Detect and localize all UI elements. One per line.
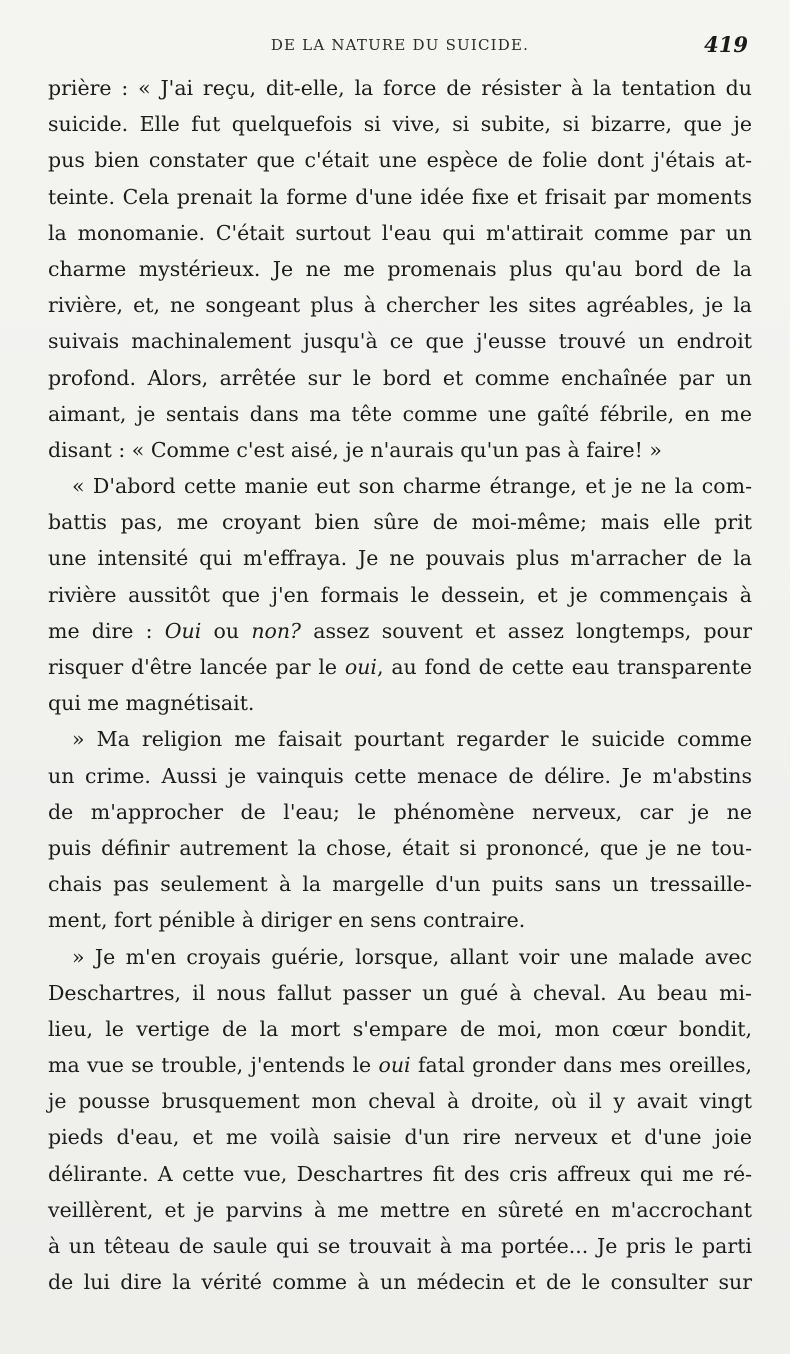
italic-text: non? bbox=[251, 618, 302, 643]
text-segment: une intensité qui m'effraya. Je ne pouvais plus m'arracher de la bbox=[48, 546, 752, 571]
text-segment: teinte. Cela prenait la forme d'une idée fixe et frisait par moments bbox=[48, 184, 752, 209]
text-line bbox=[48, 215, 752, 251]
text-line bbox=[48, 758, 752, 794]
text-segment: délirante. A cette vue, Deschartres fit des cris affreux qui me ré- bbox=[48, 1161, 752, 1186]
text-segment: de lui dire la vérité comme à un médecin et de le consulter sur bbox=[48, 1270, 752, 1295]
text-line bbox=[48, 1228, 752, 1264]
text-line bbox=[48, 649, 752, 685]
text-segment: ou bbox=[201, 618, 252, 643]
text-segment: , au fond de cette eau transparente bbox=[376, 655, 752, 679]
text-line bbox=[48, 1264, 752, 1300]
text-segment: ma vue se trouble, j'entends le bbox=[48, 1053, 379, 1078]
text-segment: profond. Alors, arrêtée sur le bord et comme enchaînée par un bbox=[48, 365, 752, 390]
text-line bbox=[48, 540, 752, 576]
text-segment: charme mystérieux. Je ne me promenais plus qu'au bord de la bbox=[48, 256, 752, 281]
text-segment: un crime. Aussi je vainquis cette menace de délire. Je m'abstins bbox=[48, 763, 752, 788]
text-segment: » Je m'en croyais guérie, lorsque, allant voir une malade avec bbox=[72, 944, 752, 969]
text-line bbox=[48, 287, 752, 323]
page-number: 419 bbox=[704, 32, 748, 57]
text-segment: je pousse brusquement mon cheval à droite, où il y avait vingt bbox=[48, 1089, 752, 1114]
text-line bbox=[48, 432, 752, 468]
text-segment: battis pas, me croyant bien sûre de moi-même; mais elle prit bbox=[48, 510, 752, 535]
text-line bbox=[48, 1011, 752, 1047]
text-line bbox=[48, 70, 752, 106]
text-line bbox=[48, 721, 752, 757]
text-line bbox=[48, 975, 752, 1011]
text-line bbox=[48, 939, 752, 975]
text-segment: puis définir autrement la chose, était si prononcé, que je ne tou- bbox=[48, 835, 752, 860]
text-segment: de m'approcher de l'eau; le phénomène nerveux, car je ne bbox=[48, 799, 752, 824]
text-line bbox=[48, 685, 752, 721]
text-segment: aimant, je sentais dans ma tête comme une gaîté fébrile, en me bbox=[48, 401, 752, 426]
text-line bbox=[48, 577, 752, 613]
text-line bbox=[48, 251, 752, 287]
text-line bbox=[48, 1192, 752, 1228]
italic-text: oui bbox=[378, 1053, 411, 1078]
text-line bbox=[48, 142, 752, 178]
text-segment: pieds d'eau, et me voilà saisie d'un rire nerveux et d'une joie bbox=[48, 1125, 752, 1150]
text-segment: à un têteau de saule qui se trouvait à ma portée... Je pris le parti bbox=[48, 1234, 752, 1258]
text-line bbox=[48, 396, 752, 432]
text-line bbox=[48, 1047, 752, 1083]
text-segment: risquer d'être lancée par le bbox=[48, 655, 345, 679]
text-line bbox=[48, 179, 752, 215]
text-segment: pus bien constater que c'était une espèce de folie dont j'étais at- bbox=[48, 148, 752, 173]
text-line bbox=[48, 794, 752, 830]
text-segment: assez souvent et assez longtemps, pour bbox=[301, 618, 753, 643]
text-segment: rivière, et, ne songeant plus à chercher les sites agréables, je la bbox=[48, 293, 752, 318]
italic-text: oui bbox=[344, 655, 377, 679]
text-segment: lieu, le vertige de la mort s'empare de moi, mon cœur bondit, bbox=[48, 1016, 752, 1041]
text-segment: » Ma religion me faisait pourtant regarder le suicide comme bbox=[72, 727, 752, 752]
text-line bbox=[48, 830, 752, 866]
running-head: DE LA NATURE DU SUICIDE. bbox=[270, 36, 530, 54]
text-segment: suicide. Elle fut quelquefois si vive, si subite, si bizarre, que je bbox=[48, 112, 752, 137]
body-text bbox=[48, 70, 752, 1300]
text-segment: prière : « J'ai reçu, dit-elle, la force de résister à la tentation du bbox=[48, 76, 752, 100]
text-line bbox=[48, 1156, 752, 1192]
text-segment: rivière aussitôt que j'en formais le dessein, et je commençais à bbox=[48, 582, 752, 607]
text-segment: qui me magnétisait. bbox=[48, 691, 255, 716]
text-line bbox=[48, 504, 752, 540]
text-line bbox=[48, 323, 752, 359]
text-segment: « D'abord cette manie eut son charme étrange, et je ne la com- bbox=[72, 474, 752, 499]
text-segment: ment, fort pénible à diriger en sens contraire. bbox=[48, 908, 526, 933]
text-segment: Deschartres, il nous fallut passer un gué à cheval. Au beau mi- bbox=[48, 980, 752, 1005]
text-segment: chais pas seulement à la margelle d'un puits sans un tressaille- bbox=[48, 872, 752, 897]
text-line bbox=[48, 360, 752, 396]
text-segment: disant : « Comme c'est aisé, je n'aurais qu'un pas à faire! » bbox=[48, 437, 662, 462]
text-line bbox=[48, 866, 752, 902]
page-header bbox=[48, 34, 752, 58]
text-line bbox=[48, 613, 752, 649]
text-segment: veillèrent, et je parvins à me mettre en sûreté en m'accrochant bbox=[48, 1197, 752, 1222]
text-line bbox=[48, 468, 752, 504]
text-line bbox=[48, 902, 752, 938]
text-line bbox=[48, 1083, 752, 1119]
text-segment: la monomanie. C'était surtout l'eau qui m'attirait comme par un bbox=[48, 220, 752, 245]
text-line bbox=[48, 106, 752, 142]
text-segment: me dire : bbox=[48, 618, 165, 643]
text-segment: suivais machinalement jusqu'à ce que j'eusse trouvé un endroit bbox=[48, 329, 752, 354]
text-line bbox=[48, 1119, 752, 1155]
italic-text: Oui bbox=[164, 618, 202, 643]
text-segment: fatal gronder dans mes oreilles, bbox=[410, 1053, 752, 1078]
